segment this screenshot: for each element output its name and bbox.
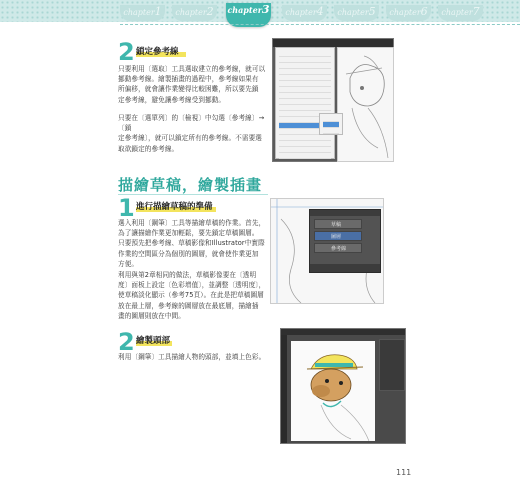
chapter-tab-4 [282, 5, 327, 21]
step-number-badge: 1 [118, 194, 135, 222]
chapter-tab-label: chapter [123, 8, 155, 17]
text-line: 所偏移，就會讓作業變得比較困難，所以要先鎖 [118, 85, 259, 94]
step-number-badge: 2 [118, 328, 135, 356]
screenshot-layers [270, 198, 384, 304]
view-dropdown-menu[interactable] [275, 47, 335, 159]
chapter-tab-label: chapter [337, 8, 369, 17]
chapter-tab-num: 2 [206, 5, 214, 18]
text-line: 方便。 [118, 259, 139, 268]
chapter-tab-num: 5 [368, 5, 376, 18]
text-line: 定參考線，避免讓參考線受到挪動。 [118, 95, 226, 104]
step-paragraph [118, 64, 268, 105]
text-line: 作業的空間區分為個別的圖層，就會使作業更加 [118, 249, 259, 258]
tools-panel [281, 335, 287, 443]
chapter-tab-5 [334, 5, 379, 21]
step-paragraph [118, 270, 268, 321]
text-line: 畫的圖層則放在中間。 [118, 311, 185, 320]
text-line: 只要預先把參考線、草稿影像和Illustrator中實際 [118, 239, 265, 248]
character-illustration [291, 341, 375, 441]
layers-panel-footer [310, 264, 380, 272]
section-divider [118, 194, 268, 195]
layer-row-guides[interactable] [314, 243, 362, 253]
step-paragraph [118, 352, 278, 362]
chapter-tab-num: 6 [420, 5, 428, 18]
chapter-tab-num: 1 [154, 5, 162, 18]
layer-name: 草稿 [331, 222, 342, 228]
step-title: 進行描繪草稿的準備 [136, 202, 213, 212]
chapter-tab-2 [172, 5, 217, 21]
page-number: 111 [396, 468, 412, 477]
chapter-tab-label: chapter [389, 8, 421, 17]
chapter-tab-num: 7 [472, 5, 480, 18]
artboard [291, 341, 375, 441]
chapter-tab-label: chapter [227, 5, 262, 15]
layers-panel[interactable] [309, 209, 381, 273]
color-panel[interactable] [379, 339, 405, 391]
sketch-drawing [338, 48, 393, 161]
chapter-tab-label: chapter [175, 8, 207, 17]
chapter-tab-num: 3 [261, 3, 270, 16]
text-line: 度〕面板上設定〔色彩增值〕，並調整〔透明度〕， [118, 281, 266, 290]
chapter-tab-1 [120, 5, 165, 21]
sketch-canvas [337, 47, 394, 162]
text-line: 利用與第2章相同的做法，草稿影像要在〔透明 [118, 271, 257, 279]
app-menubar [273, 39, 393, 47]
chapter-tab-label: chapter [441, 8, 473, 17]
text-line: 選入利用〔鋼筆〕工具等描繪草稿的作業。首先， [118, 219, 266, 227]
header-dashed-line [120, 20, 520, 25]
step-paragraph [118, 113, 268, 154]
text-line: 定參考線〕，就可以鎖定所有的參考線。不需要選 [118, 134, 262, 143]
text-line: 放在最上層，參考線的圖層放在最底層，描繪插 [118, 301, 259, 310]
text-line: 只要在〔選單列〕的〔檢視〕中勾選〔參考線〕→〔鎖 [118, 114, 265, 133]
layer-name: 參考線 [331, 246, 347, 252]
screenshot-view-menu [272, 38, 394, 162]
layer-row-sketch[interactable] [314, 219, 362, 229]
screenshot-draw-head [280, 328, 406, 444]
step-paragraph [118, 218, 268, 269]
step-title: 繪製頭部 [136, 336, 171, 346]
text-line: 挪動參考線。繪製插畫的過程中，參考線如果有 [118, 75, 259, 84]
guides-submenu[interactable] [319, 113, 343, 135]
section-title: 描繪草稿，繪製插畫 [118, 176, 263, 194]
chapter-tab-label: chapter [285, 8, 317, 17]
chapter-tab-7 [438, 5, 483, 21]
chapter-tab-num: 4 [316, 5, 324, 18]
chapter-tab-6 [386, 5, 431, 21]
text-line: 為了讓描繪作業更加輕鬆，要先鎖定草稿圖層。 [118, 229, 259, 238]
layer-row-layer[interactable] [314, 231, 362, 241]
text-line: 取欲鎖定的參考線。 [118, 144, 179, 153]
step-number-badge: 2 [118, 38, 135, 66]
layer-name: 圖層 [331, 234, 342, 240]
layers-panel-header [310, 210, 380, 216]
text-line: 使草稿淡化顯示（參考75頁）。在此是把草稿圖層 [118, 291, 264, 300]
text-line: 只要利用〔選取〕工具選取建立的參考線，就可以 [118, 65, 266, 73]
app-menubar [281, 329, 405, 335]
text-line: 利用〔鋼筆〕工具描繪人物的頭部，並填上色彩。 [118, 353, 266, 361]
step-title: 鎖定參考線 [136, 47, 179, 57]
